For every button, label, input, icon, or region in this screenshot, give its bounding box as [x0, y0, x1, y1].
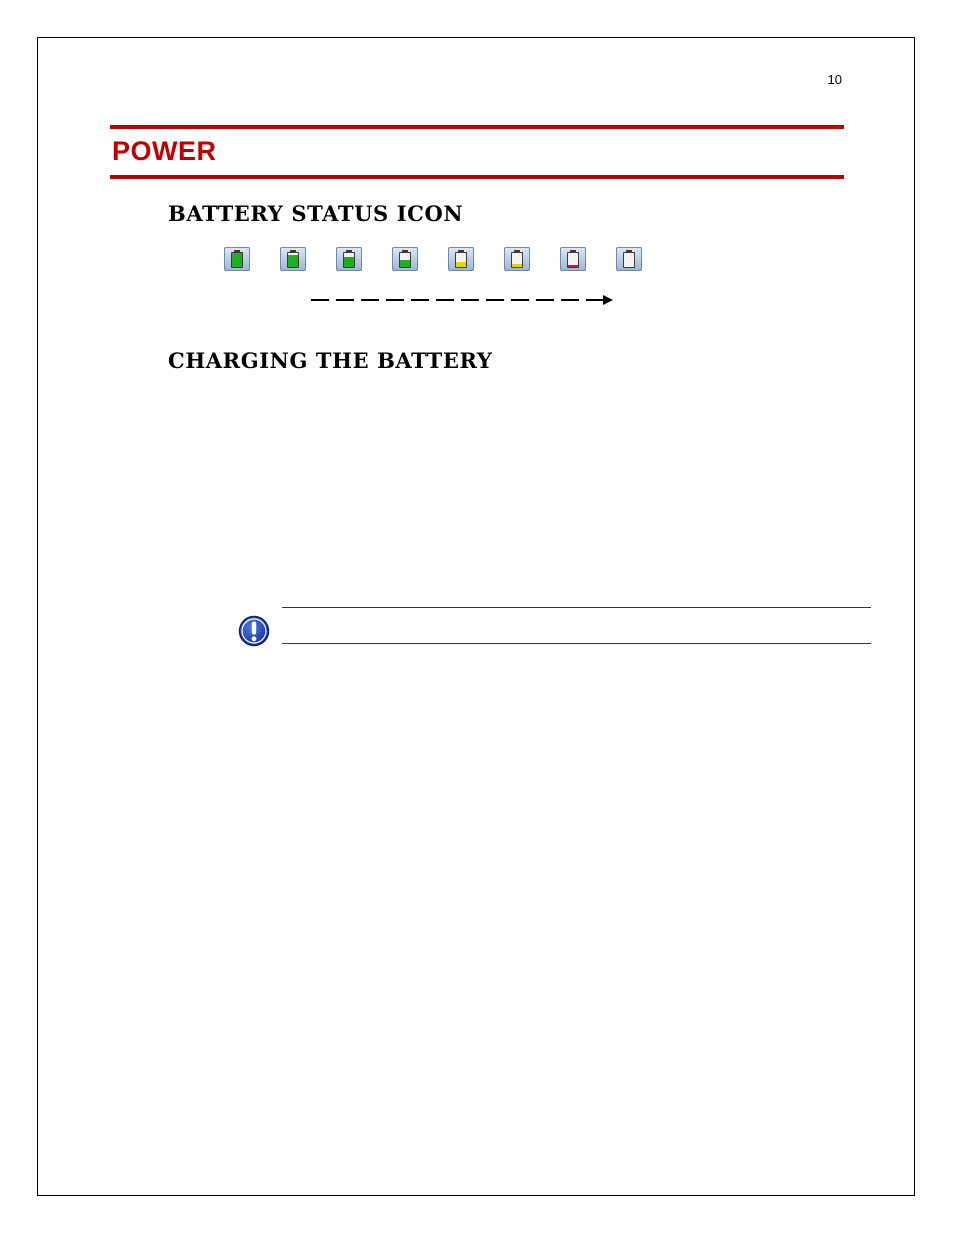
- note-rule-bottom: [282, 643, 871, 644]
- battery-level-5-icon: [336, 247, 362, 271]
- decreasing-charge-arrow-icon: [311, 291, 616, 309]
- battery-cell: [287, 252, 299, 268]
- battery-cell: [399, 252, 411, 268]
- battery-fill: [400, 260, 410, 267]
- exclamation-icon: [238, 615, 270, 647]
- battery-fill: [568, 265, 578, 267]
- battery-fill: [232, 253, 242, 267]
- battery-status-heading: BATTERY STATUS ICON: [168, 201, 464, 226]
- battery-level-6-icon: [280, 247, 306, 271]
- battery-fill: [512, 264, 522, 267]
- section-title: POWER: [112, 136, 217, 166]
- battery-level-4-icon: [392, 247, 418, 271]
- battery-full-icon: [224, 247, 250, 271]
- section-rule-top: [110, 125, 844, 129]
- battery-level-2-icon: [504, 247, 530, 271]
- battery-cell: [343, 252, 355, 268]
- battery-level-3-icon: [448, 247, 474, 271]
- battery-cell: [511, 252, 523, 268]
- battery-fill: [288, 255, 298, 267]
- charging-heading: CHARGING THE BATTERY: [168, 348, 493, 373]
- battery-fill: [344, 257, 354, 267]
- battery-empty-icon: [616, 247, 642, 271]
- battery-cell: [231, 252, 243, 268]
- page-number: 10: [827, 72, 842, 87]
- battery-fill: [456, 262, 466, 267]
- note-rule-top: [282, 607, 871, 608]
- battery-cell: [567, 252, 579, 268]
- section-rule-bottom: [110, 175, 844, 179]
- battery-cell: [455, 252, 467, 268]
- battery-low-icon: [560, 247, 586, 271]
- battery-cell: [623, 252, 635, 268]
